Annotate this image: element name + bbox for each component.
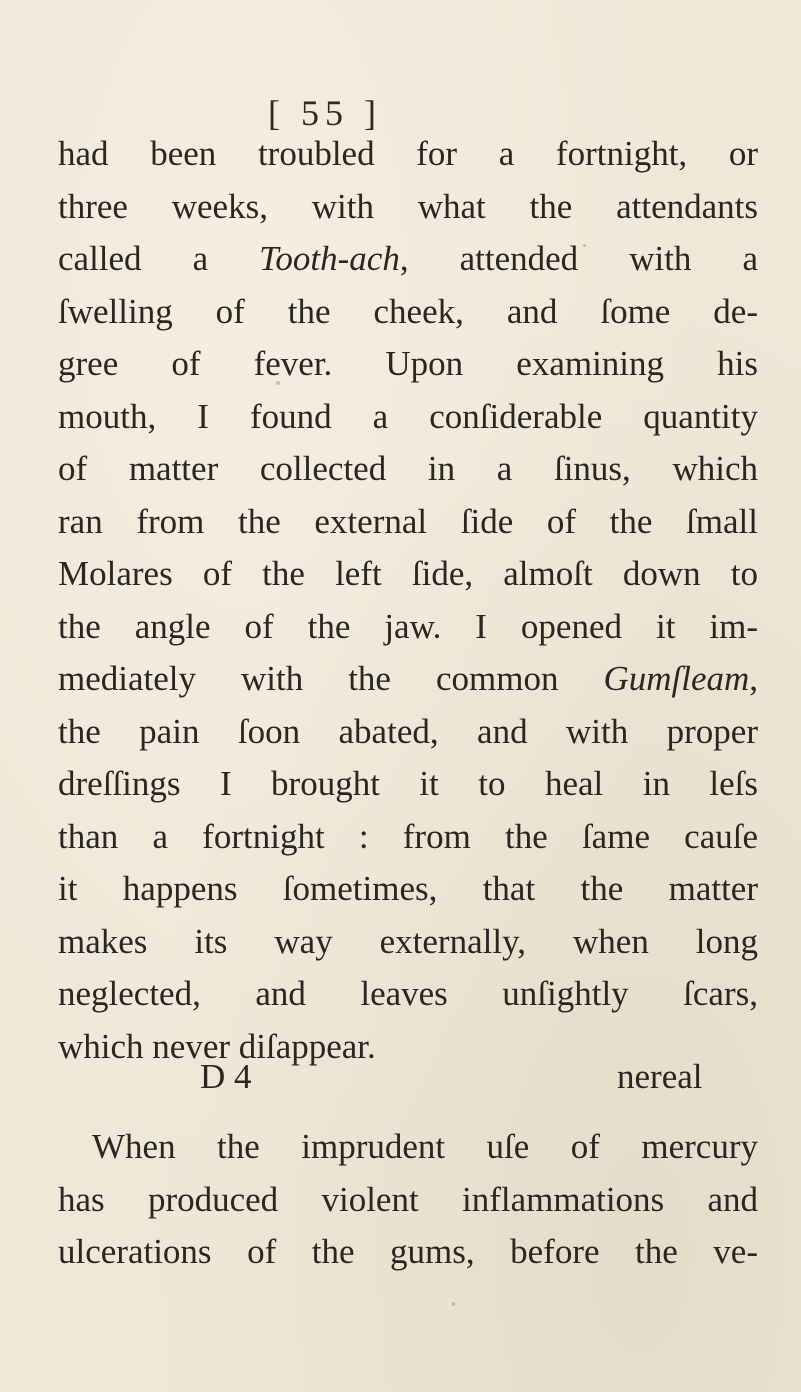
italic-term: Gumſleam (603, 659, 750, 698)
text-segment: it happens ſometimes, that the matter (58, 869, 758, 908)
text-segment: of matter collected in a ſinus, which (58, 449, 758, 488)
text-segment: mediately with the common (58, 659, 604, 698)
text-segment: the angle of the jaw. I opened it im- (58, 606, 758, 646)
text-line (58, 181, 758, 234)
text-segment: than a fortnight : from the ſame cauſe (58, 816, 758, 856)
text-line (58, 601, 758, 654)
page-number: [ 55 ] (268, 93, 382, 133)
text-segment: three weeks, with what the attendants (58, 186, 758, 226)
text-line (58, 1226, 758, 1279)
text-segment: which never diſappear. (58, 1026, 376, 1066)
text-segment: makes its way externally, when long (58, 921, 758, 961)
text-line (58, 443, 758, 496)
page-footer (0, 1052, 801, 1102)
text-line (58, 286, 758, 339)
text-segment: neglected, and leaves unſightly ſcars, (58, 974, 758, 1013)
paper-speck (583, 244, 586, 247)
text-line (58, 863, 758, 916)
text-segment: has produced violent inflammations and (58, 1179, 758, 1219)
paper-speck (276, 381, 280, 385)
italic-term: Tooth-ach (259, 239, 400, 278)
text-segment: had been troubled for a fortnight, or (58, 134, 758, 173)
text-line (58, 1174, 758, 1227)
text-line (58, 233, 758, 286)
text-segment: called a (58, 239, 260, 278)
text-segment: ſwelling of the cheek, and ſome de- (58, 291, 758, 331)
text-segment: ulcerations of the gums, before the ve- (58, 1232, 758, 1271)
paragraph-2 (58, 1121, 758, 1279)
catchword: nereal (617, 1057, 703, 1096)
text-line (58, 811, 758, 864)
text-segment: gree of fever. Upon examining his (58, 344, 758, 383)
text-line (58, 548, 758, 601)
text-line (58, 128, 758, 181)
text-segment: , attended with a (399, 239, 758, 278)
text-line (58, 706, 758, 759)
text-line (58, 1121, 758, 1174)
text-line (58, 758, 758, 811)
text-line (58, 496, 758, 549)
text-line (58, 338, 758, 391)
text-segment: When the imprudent uſe of mercury (92, 1127, 758, 1166)
text-segment: Molares of the left ſide, almoſt down to (58, 554, 758, 593)
signature-mark: D 4 (200, 1057, 252, 1096)
text-line (58, 916, 758, 969)
text-segment: dreſſings I brought it to heal in leſs (58, 764, 758, 803)
text-line (58, 391, 758, 444)
text-segment: , (749, 659, 758, 698)
paper-speck (452, 1302, 455, 1306)
text-line (58, 968, 758, 1021)
paragraph-1 (58, 128, 758, 1073)
text-segment: mouth, I found a conſiderable quantity (58, 396, 758, 436)
text-segment: ran from the external ſide of the ſmall (58, 501, 758, 541)
text-segment: the pain ſoon abated, and with proper (58, 711, 758, 751)
body-text (58, 128, 758, 1279)
text-line (58, 653, 758, 706)
